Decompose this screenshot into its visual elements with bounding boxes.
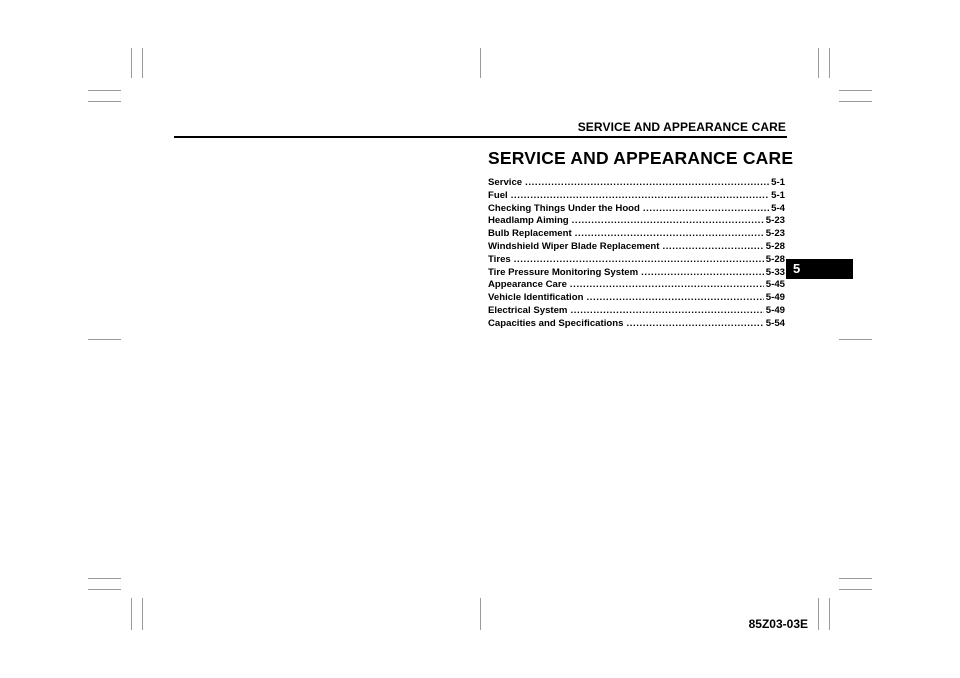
- toc-entry[interactable]: [488, 190, 785, 203]
- dot-leader: [514, 254, 764, 267]
- toc-entry-page: 5-1: [771, 189, 785, 201]
- toc-entry-title: Service: [488, 177, 523, 188]
- crop-mark: [839, 101, 872, 102]
- crop-mark: [829, 48, 830, 78]
- crop-mark: [839, 339, 872, 340]
- crop-mark: [480, 48, 481, 78]
- toc-entry-page: 5-1: [771, 177, 785, 188]
- toc-entry-title: Electrical System: [488, 304, 568, 316]
- toc-entry-title: Vehicle Identification: [488, 292, 584, 304]
- toc-entry[interactable]: [488, 318, 785, 331]
- crop-mark: [818, 48, 819, 78]
- toc-entry-page: 5-23: [765, 215, 785, 227]
- toc-entry[interactable]: [488, 241, 785, 254]
- crop-mark: [480, 598, 481, 630]
- toc-entry-title: Headlamp Aiming: [488, 215, 569, 227]
- toc-entry-title: Checking Things Under the Hood: [488, 202, 640, 214]
- toc-entry[interactable]: [488, 305, 785, 318]
- crop-mark: [131, 48, 132, 78]
- toc-entry[interactable]: [488, 215, 785, 228]
- dot-leader: [570, 305, 763, 318]
- table-of-contents: [488, 177, 785, 331]
- crop-mark: [142, 598, 143, 630]
- chapter-title: SERVICE AND APPEARANCE CARE: [488, 148, 794, 168]
- toc-entry[interactable]: [488, 292, 785, 305]
- crop-mark: [88, 339, 121, 340]
- dot-leader: [626, 318, 763, 331]
- crop-mark: [839, 578, 872, 579]
- running-header: SERVICE AND APPEARANCE CARE: [577, 120, 786, 134]
- dot-leader: [643, 203, 769, 216]
- crop-mark: [88, 589, 121, 590]
- crop-mark: [131, 598, 132, 630]
- dot-leader: [662, 241, 763, 254]
- dot-leader: [641, 267, 764, 280]
- dot-leader: [511, 190, 769, 203]
- crop-mark: [88, 578, 121, 579]
- toc-entry-title: Fuel: [488, 189, 508, 201]
- dot-leader: [572, 215, 764, 228]
- toc-entry[interactable]: [488, 203, 785, 216]
- dot-leader: [525, 177, 769, 190]
- header-rule: [174, 136, 787, 138]
- toc-entry-page: 5-28: [765, 253, 785, 265]
- document-code: 85Z03-03E: [748, 617, 808, 631]
- crop-mark: [818, 598, 819, 630]
- toc-entry-page: 5-54: [765, 317, 785, 329]
- toc-entry-page: 5-49: [765, 304, 785, 316]
- toc-entry-title: Tire Pressure Monitoring System: [488, 266, 639, 278]
- toc-entry-page: 5-28: [765, 240, 785, 252]
- toc-entry[interactable]: [488, 177, 785, 190]
- toc-entry[interactable]: [488, 279, 785, 292]
- crop-mark: [839, 589, 872, 590]
- section-tab: 5: [786, 259, 853, 279]
- toc-entry-title: Appearance Care: [488, 279, 567, 291]
- toc-entry[interactable]: [488, 254, 785, 267]
- toc-entry-title: Capacities and Specifications: [488, 317, 624, 329]
- toc-entry[interactable]: [488, 267, 785, 280]
- toc-entry-title: Windshield Wiper Blade Replacement: [488, 240, 660, 252]
- toc-entry-page: 5-33: [765, 266, 785, 278]
- toc-entry[interactable]: [488, 228, 785, 241]
- crop-mark: [829, 598, 830, 630]
- dot-leader: [575, 228, 764, 241]
- toc-entry-page: 5-49: [765, 292, 785, 304]
- toc-entry-page: 5-45: [765, 279, 785, 291]
- toc-entry-title: Bulb Replacement: [488, 228, 572, 240]
- crop-mark: [88, 101, 121, 102]
- toc-entry-page: 5-23: [765, 228, 785, 240]
- toc-entry-title: Tires: [488, 253, 511, 265]
- dot-leader: [570, 279, 764, 292]
- dot-leader: [586, 292, 763, 305]
- crop-mark: [88, 90, 121, 91]
- crop-mark: [839, 90, 872, 91]
- toc-entry-page: 5-4: [771, 202, 785, 214]
- crop-mark: [142, 48, 143, 78]
